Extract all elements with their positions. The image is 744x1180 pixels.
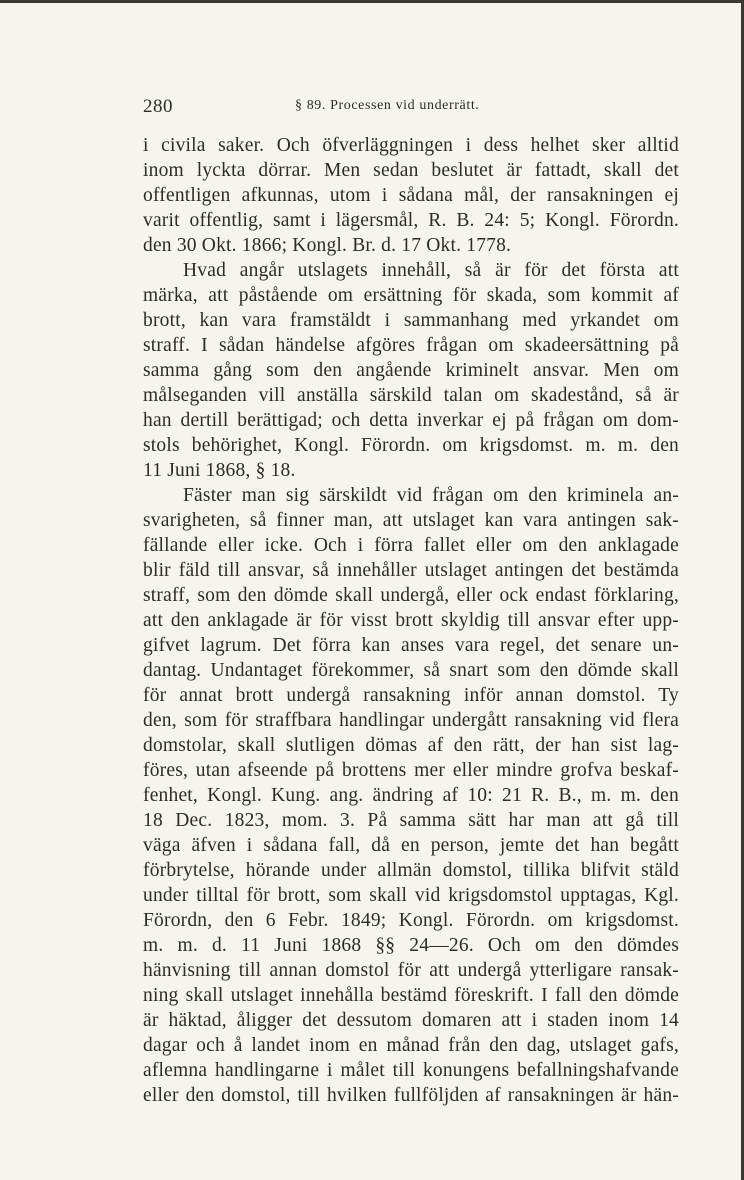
text-line: förbrytelse, hörande under allmän domstol, tillika blifvit stäld [143,860,679,881]
text-line: dagar och å landet inom en månad från den dag, utslaget gafs, [143,1035,679,1056]
top-border [0,0,744,3]
text-line: är häktad, åligger det dessutom domaren att i staden inom 14 [143,1010,679,1031]
body-text [143,133,679,1108]
text-line: Hvad angår utslagets innehåll, så är för det första att [183,260,679,281]
text-line: straff, som den dömde skall undergå, eller ock endast förklaring, [143,585,679,606]
text-line: Fäster man sig särskildt vid frågan om den kriminela an- [183,485,679,506]
text-line: hänvisning till annan domstol för att undergå ytterligare ransak- [143,960,679,981]
text-line: 18 Dec. 1823, mom. 3. På samma sätt har man att gå till [143,810,679,831]
text-line: fenhet, Kongl. Kung. ang. ändring af 10: 21 R. B., m. m. den [143,785,679,806]
text-line: Förordn, den 6 Febr. 1849; Kongl. Förordn. om krigsdomst. [143,910,679,931]
text-line: samma gång som den angående kriminelt ansvar. Men om [143,360,679,381]
text-line: för annat brott undergå ransakning inför annan domstol. Ty [143,685,679,706]
text-line: fällande eller icke. Och i förra fallet eller om den anklagade [143,535,679,556]
text-line: väga äfven i sådana fall, då en person, jemte det han begått [143,835,679,856]
text-line: aflemna handlingarne i målet till konungens befallningshafvande [143,1060,679,1081]
text-line: m. m. d. 11 Juni 1868 §§ 24—26. Och om den dömdes [143,935,679,956]
text-line: märka, att påstående om ersättning för skada, som kommit af [143,285,679,306]
text-line: brott, kan vara framstäldt i sammanhang med yrkandet om [143,310,679,331]
text-line: offentligen afkunnas, utom i sådana mål, der ransakningen ej [143,185,679,206]
text-line: eller den domstol, till hvilken fullföljden af ransakningen är hän- [143,1085,679,1106]
text-line: under tilltal för brott, som skall vid krigsdomstol upptagas, Kgl. [143,885,679,906]
text-line: gifvet lagrum. Det förra kan anses vara regel, det senare un- [143,635,679,656]
page-number: 280 [143,96,173,117]
text-line: den, som för straffbara handlingar undergått ransakning vid flera [143,710,679,731]
text-line: ning skall utslaget innehålla bestämd föreskrift. I fall den dömde [143,985,679,1006]
text-line: föres, utan afseende på brottens mer eller mindre grofva beskaf- [143,760,679,781]
text-line: stols behörighet, Kongl. Förordn. om krigsdomst. m. m. den [143,435,679,456]
text-line: svarigheten, så finner man, att utslaget kan vara antingen sak- [143,510,679,531]
text-line: han dertill berättigad; och detta inverkar ej på frågan om dom- [143,410,679,431]
text-line: inom lyckta dörrar. Men sedan beslutet är fattadt, skall det [143,160,679,181]
text-line: varit offentlig, samt i lägersmål, R. B. 24: 5; Kongl. Förordn. [143,210,679,231]
text-line: domstolar, skall slutligen dömas af den rätt, der han sist lag- [143,735,679,756]
text-line: 11 Juni 1868, § 18. [143,460,296,481]
text-line: dantag. Undantaget förekommer, så snart som den dömde skall [143,660,679,681]
page-header [143,96,679,120]
text-line: straff. I sådan händelse afgöres frågan om skadeersättning på [143,335,679,356]
text-line: målseganden vill anställa särskild talan om skadestånd, så är [143,385,679,406]
text-line: att den anklagade är för visst brott skyldig till ansvar efter upp- [143,610,679,631]
text-line: i civila saker. Och öfverläggningen i dess helhet sker alltid [143,135,679,156]
text-line: den 30 Okt. 1866; Kongl. Br. d. 17 Okt. 1778. [143,235,512,256]
text-line: blir fäld till ansvar, så innehåller utslaget antingen det bestämda [143,560,679,581]
running-head: § 89. Processen vid underrätt. [295,98,480,113]
